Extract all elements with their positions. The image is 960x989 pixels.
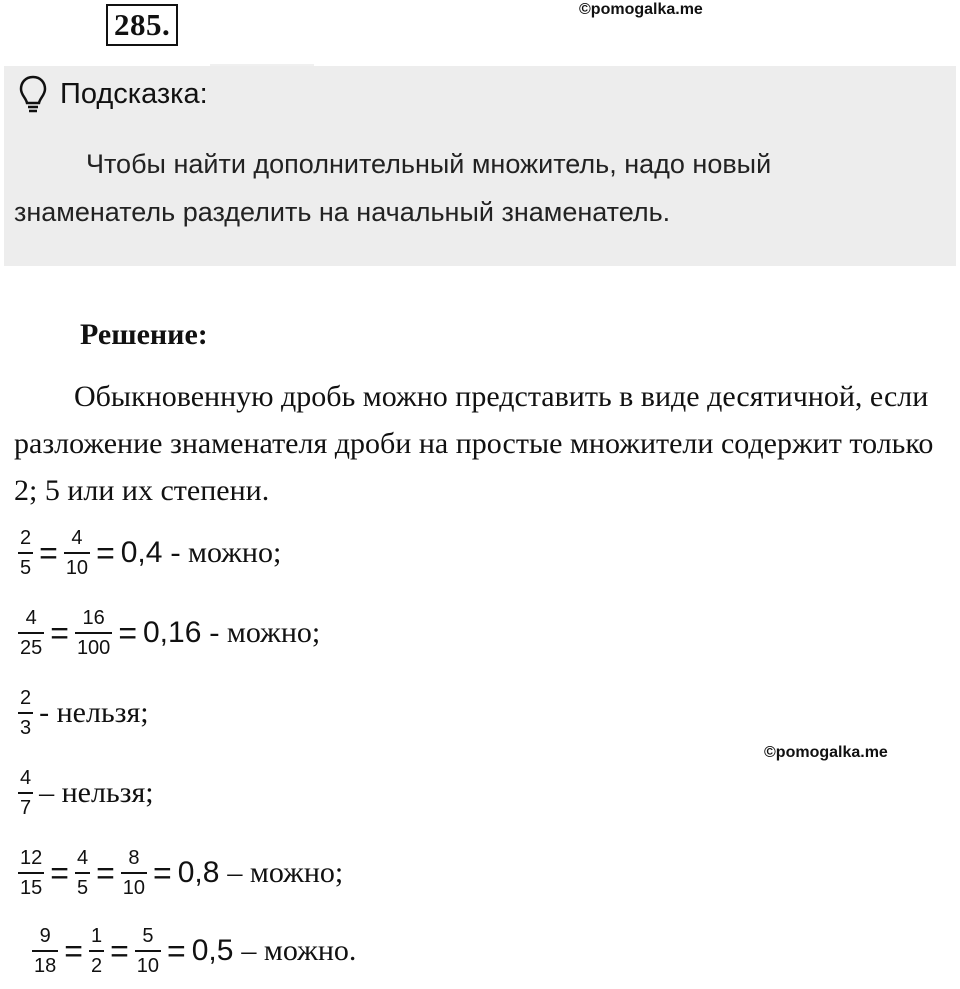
equals-sign: =: [167, 932, 186, 969]
equals-sign: =: [118, 614, 137, 651]
hint-header: [18, 72, 208, 116]
fraction: $\frac{12}{15}$: [20, 847, 43, 899]
row-note: - нельзя;: [39, 696, 149, 729]
fraction: $\frac{9}{18}$: [34, 925, 57, 977]
fraction: $\frac{1}{2}$: [90, 925, 103, 977]
watermark-top: ©pomogalka.me: [579, 1, 703, 18]
row-note: - можно;: [170, 536, 282, 569]
lightbulb-icon: [18, 74, 48, 114]
decimal-value: 0,4: [120, 536, 163, 569]
equals-sign: =: [110, 932, 129, 969]
fraction: $\frac{4}{10}$: [65, 527, 89, 579]
hint-title: Подсказка:: [60, 77, 208, 110]
equals-sign: =: [64, 932, 83, 969]
solution-text: Обыкновенную дробь можно представить в виде десятичной, если разложение знаменателя дроби на простые множители содержит только 2; 5 или их степени.: [14, 380, 934, 507]
equals-sign: =: [96, 854, 115, 891]
equals-sign: =: [50, 854, 69, 891]
math-row-2: [16, 606, 320, 660]
math-row-4: [16, 766, 154, 820]
task-number: 285.: [106, 4, 178, 46]
fraction: $\frac{4}{5}$: [76, 847, 89, 899]
hint-text: Чтобы найти дополнительный множитель, надо новый знаменатель разделить на начальный знаменатель.: [14, 149, 772, 227]
fraction: $\frac{4}{25}$: [20, 607, 43, 659]
fraction: $\frac{2}{3}$: [20, 687, 32, 739]
fraction: $\frac{2}{5}$: [20, 527, 32, 579]
math-row-1: [16, 526, 281, 580]
watermark-mid: ©pomogalka.me: [764, 744, 888, 761]
fraction: $\frac{4}{7}$: [20, 767, 32, 819]
solution-heading: Решение:: [80, 318, 208, 351]
fraction: $\frac{5}{10}$: [136, 925, 159, 977]
equals-sign: =: [50, 614, 69, 651]
fraction: $\frac{8}{10}$: [122, 847, 145, 899]
equals-sign: =: [96, 534, 115, 571]
equals-sign: =: [153, 854, 172, 891]
fraction: $\frac{16}{100}$: [76, 607, 111, 659]
math-row-3: [16, 686, 149, 740]
decimal-value: 0,5: [191, 934, 234, 967]
row-note: – нельзя;: [39, 776, 154, 809]
row-note: – можно.: [241, 934, 357, 967]
math-row-5: [16, 846, 343, 900]
decimal-value: 0,16: [143, 616, 202, 649]
decimal-value: 0,8: [177, 856, 220, 889]
math-row-6: [30, 924, 356, 978]
row-note: – можно;: [227, 856, 344, 889]
row-note: - можно;: [209, 616, 321, 649]
equals-sign: =: [39, 534, 58, 571]
